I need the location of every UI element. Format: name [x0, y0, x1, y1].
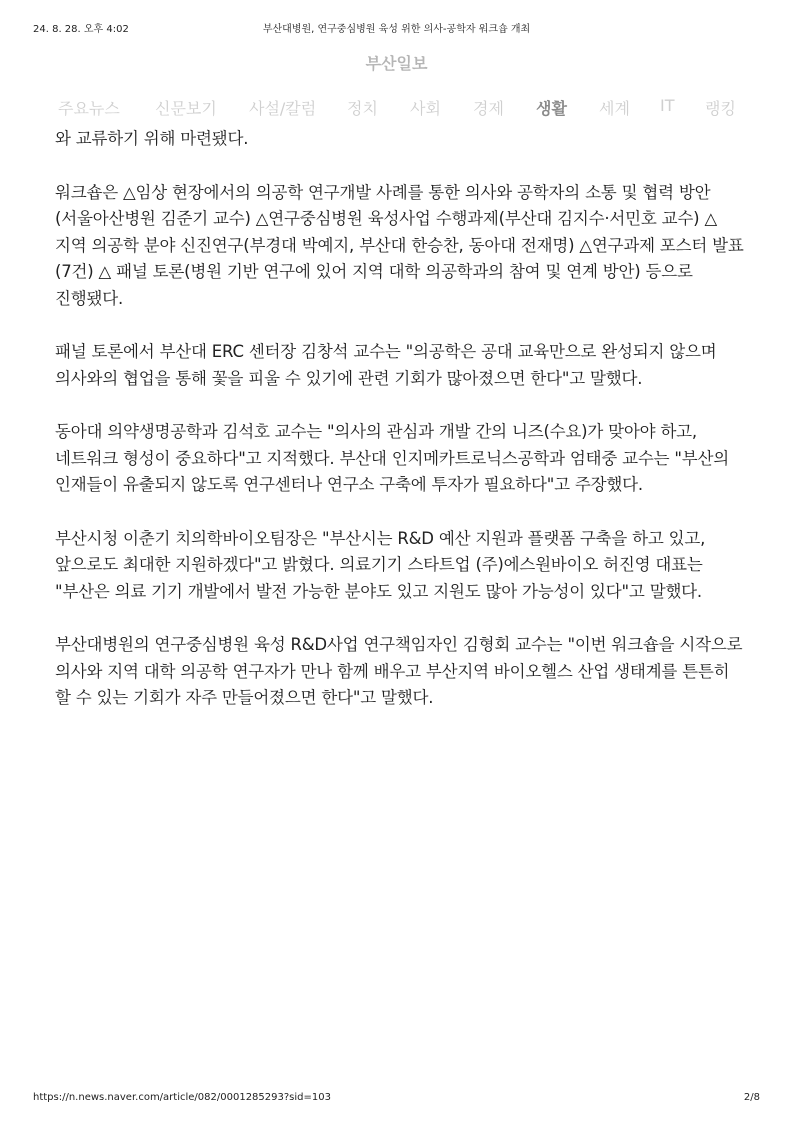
- nav-item-economy[interactable]: 경제: [473, 99, 504, 118]
- article-paragraph: 패널 토론에서 부산대 ERC 센터장 김창석 교수는 "의공학은 공대 교육만으로 완성되지 않으며 의사와의 협업을 통해 꽃을 피울 수 있기에 관련 기회가 많아졌으면 한다"고 말했다.: [55, 342, 717, 388]
- nav-item-newspaper[interactable]: 신문보기: [155, 99, 217, 118]
- print-footer: [33, 1092, 760, 1106]
- nav-item-ranking[interactable]: 랭킹: [705, 99, 736, 118]
- article-paragraph: 부산시청 이춘기 치의학바이오팀장은 "부산시는 R&D 예산 지원과 플랫폼 구축을 하고 있고, 앞으로도 최대한 지원하겠다"고 밝혔다. 의료기기 스타트업 (주)에스원바이오 허진영 대표는 "부산은 의료 기기 개발에서 발전 가능한 분야도 있고 지원도 많아 가능성이 있다"고 말했다.: [55, 528, 706, 601]
- nav-item-life[interactable]: 생활: [536, 99, 567, 118]
- nav-item-editorial[interactable]: 사설/칼럼: [249, 99, 317, 118]
- print-page-number: 2/8: [743, 1092, 760, 1103]
- article-paragraph: 와 교류하기 위해 마련됐다.: [55, 129, 249, 148]
- print-date: 24. 8. 28. 오후 4:02: [33, 24, 129, 35]
- nav-item-politics[interactable]: 정치: [347, 99, 378, 118]
- nav-item-society[interactable]: 사회: [410, 99, 441, 118]
- print-header: [33, 20, 760, 34]
- nav-item-world[interactable]: 세계: [599, 99, 630, 118]
- article-paragraph: 워크숍은 △임상 현장에서의 의공학 연구개발 사례를 통한 의사와 공학자의 소통 및 협력 방안(서울아산병원 김준기 교수) △연구중심병원 육성사업 수행과제(부산대 김지수·서민호 교수) △지역 의공학 분야 신진연구(부경대 박예지, 부산대 한승찬, 동아대 전재명) △연구과제 포스터 발표(7건) △ 패널 토론(병원 기반 연구에 있어 지역 대학 의공학과의 참여 및 연계 방안) 등으로 진행됐다.: [55, 182, 744, 308]
- print-url: https://n.news.naver.com/article/082/0001285293?sid=103: [33, 1092, 331, 1103]
- nav-item-main-news[interactable]: 주요뉴스: [58, 99, 120, 118]
- nav-item-it[interactable]: IT: [660, 96, 675, 115]
- article-paragraph: 부산대병원의 연구중심병원 육성 R&D사업 연구책임자인 김형회 교수는 "이번 워크숍을 시작으로 의사와 지역 대학 의공학 연구자가 만나 함께 배우고 부산지역 바이오헬스 산업 생태계를 튼튼히 할 수 있는 기회가 자주 만들어졌으면 한다"고 말했다.: [55, 635, 743, 707]
- article-paragraph: 동아대 의약생명공학과 김석호 교수는 "의사의 관심과 개발 간의 니즈(수요)가 맞아야 하고, 네트워크 형성이 중요하다"고 지적했다. 부산대 인지메카트로닉스공학과 엄태중 교수는 "부산의 인재들이 유출되지 않도록 연구센터나 연구소 구축에 투자가 필요하다"고 주장했다.: [55, 422, 730, 494]
- article-body: [55, 126, 745, 739]
- print-page-title: 부산대병원, 연구중심병원 육성 위한 의사-공학자 워크숍 개최: [262, 24, 531, 35]
- site-logo[interactable]: 부산일보: [365, 54, 428, 73]
- category-nav: [0, 96, 793, 118]
